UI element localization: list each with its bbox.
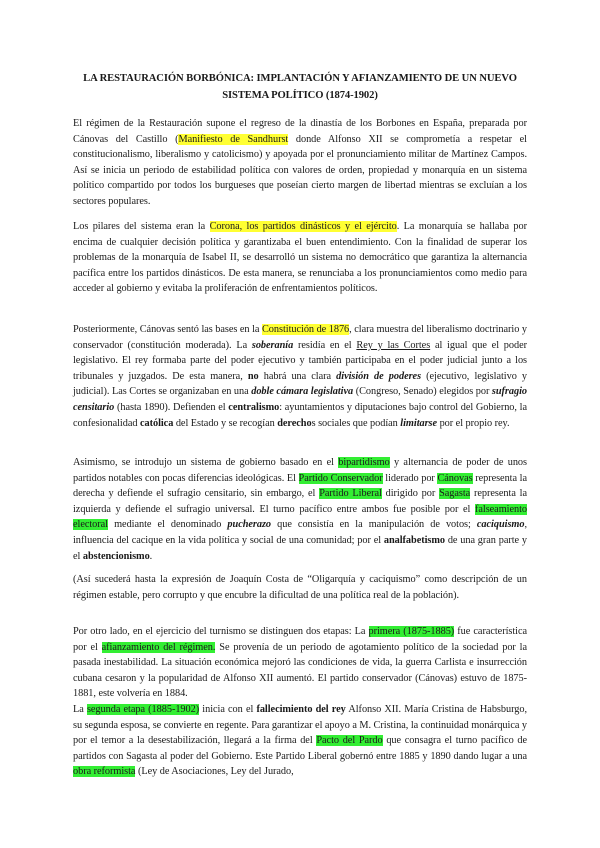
text: (hasta 1890). Defienden el: [114, 401, 229, 413]
text: s sociales que podían: [311, 417, 401, 429]
bold-analfabetismo: analfabetismo: [383, 534, 445, 546]
paragraph-introduction: [73, 116, 527, 210]
highlight-canovas: Cánovas: [437, 472, 473, 484]
bold-division-poderes: división de poderes: [336, 370, 422, 382]
text: mediante el denominado: [108, 519, 228, 531]
highlight-pacto-pardo: Pacto del Pardo: [316, 735, 383, 747]
highlight-segunda-etapa: segunda etapa (1885-1902): [86, 704, 200, 715]
highlight-primera-etapa: primera (1875-1885): [368, 626, 455, 637]
paragraph-costa: [73, 572, 527, 603]
text: Los pilares del sistema eran la: [73, 221, 210, 232]
text: La: [73, 704, 87, 715]
text: . La monarquía se hallaba por encima de cualquier decisión política y garantizaba el buen entendimiento. Con la finalidad de superar los problemas de la monarquía de Isabel II, se desarrolló un sistema no democrático que garantiza la alternancia pacífica entre los partidos dinásticos. De esta manera, se renunciaba a los pronunciamientos como medio para acceder al gobierno y evitaba la proliferación de enfrentamientos políticos.: [73, 221, 528, 295]
bold-fallecimiento: fallecimiento del rey: [256, 704, 346, 715]
text: (Así sucederá hasta la expresión de Joaquín Costa de “Oligarquía y caciquismo” como descripción de un régimen estable, pero corrupto y que encubre la dificultad de una política real de la población).: [73, 574, 527, 601]
text: Por otro lado, en el ejercicio del turnismo se distinguen dos etapas: La: [73, 626, 369, 637]
text: habrá una clara: [258, 370, 337, 382]
text: residía en el: [293, 339, 357, 351]
text: dirigido por: [381, 488, 440, 500]
paragraph-bipartidismo: [73, 455, 527, 564]
text: (Ley de Asociaciones, Ley del Jurado,: [135, 766, 294, 778]
text: inicia con el: [199, 704, 257, 715]
bold-abstencionismo: abstencionismo: [82, 550, 150, 562]
text: Alfonso XII. María Cristina de Habsburgo, su segunda esposa, se convierte en regente. Para garantizar el apoyo a M. Cristina, la continuidad monárquica y por el temor a la desestabilización, llegará a la firma del: [73, 704, 527, 747]
text: representa la derecha y defiende el sufragio censitario, sin embargo, el: [73, 472, 527, 500]
bold-pucherazo: pucherazo: [227, 519, 272, 531]
underline-rey-cortes: Rey y las Cortes: [356, 339, 431, 351]
highlight-falseamiento: falseamiento electoral: [73, 503, 527, 531]
text: que consagra el turno pacífico de partidos con Sagasta al poder del Gobierno. Este Partido Liberal gobernó entre 1885 y 1890 dando lugar a una: [73, 735, 527, 762]
paragraph-segunda-etapa: [73, 702, 527, 780]
text: Se provenía de un periodo de agotamiento político de la sociedad por la pasada inestabilidad. La situación económica mejoró las condiciones de vida, la guerra Carlista e insurrección cubana cesaron y la popularidad de Alfonso XII aumentó. El partido conservador (Cánovas) estuvo de 1875-1881, este volvería en 1884.: [73, 641, 527, 700]
highlight-bipartidismo: bipartidismo: [338, 457, 390, 468]
text: fue característica por el: [73, 626, 527, 653]
bold-derecho: derecho: [277, 417, 312, 429]
text: y alternancia de poder de unos partidos notables con pocas diferencias ideológicas. El: [73, 457, 527, 484]
bold-catolica: católica: [139, 417, 174, 429]
highlight-afianzamiento: afianzamiento del régimen.: [101, 641, 216, 653]
text: Asimismo, se introdujo un sistema de gobierno basado en el: [73, 457, 339, 468]
bold-sufragio: sufragio censitario: [73, 386, 527, 413]
text: liderado por: [382, 472, 438, 484]
highlight-constitucion: Constitución de 1876: [261, 324, 350, 335]
paragraph-primera-etapa: [73, 624, 527, 702]
highlight-sagasta: Sagasta: [439, 488, 471, 500]
bold-limitarse: limitarse: [400, 417, 438, 429]
bold-soberania: soberanía: [251, 339, 294, 351]
bold-doble-camara: doble cámara legislativa: [251, 386, 354, 398]
text: Posteriormente, Cánovas sentó las bases en la: [73, 324, 262, 335]
text: , clara muestra del liberalismo doctrinario y conservador (constitución moderada). La: [73, 324, 527, 351]
text: representa la izquierda y defiende el sufragio universal. El turno pacífico entre ambos fue posible por el: [73, 488, 527, 515]
highlight-partido-conservador: Partido Conservador: [298, 472, 383, 484]
text: donde Alfonso XII se comprometía a respetar el constitucionalismo, liberalismo y catolicismo) y apoyada por el pronunciamiento militar de Martínez Campos. Así se inicia un periodo de estabilidad política con valores de orden, propiedad y monarquía en un sistema político compartido por todos los burgueses que poseían cierto margen de libertad mientras se excluían a los sectores populares.: [73, 133, 527, 207]
bold-centralismo: centralismo: [228, 401, 280, 413]
text: del Estado y se recogían: [173, 417, 278, 429]
text: (Congreso, Senado) elegidos por: [353, 386, 492, 398]
text: El régimen de la Restauración supone el regreso de la dinastía de los Borbones en España, preparada por Cánovas del Castillo (: [73, 118, 527, 145]
text: que consistía en la manipulación de votos;: [271, 519, 477, 531]
document-title: LA RESTAURACIÓN BORBÓNICA: IMPLANTACIÓN Y AFIANZAMIENTO DE UN NUEVO SISTEMA POLÍTICO (1874-1902): [83, 73, 517, 101]
text: por el propio rey.: [437, 417, 510, 429]
bold-caciquismo: caciquismo: [476, 519, 525, 531]
text: de una gran parte y el: [73, 534, 527, 562]
text: al igual que el poder legislativo. El rey formaba parte del poder ejecutivo y también participaba en el poder judicial junto a los tribunales y juzgados. De esta manera,: [73, 339, 527, 382]
text: .: [149, 550, 153, 562]
paragraph-pilares: [73, 219, 527, 297]
highlight-partido-liberal: Partido Liberal: [319, 488, 382, 500]
text: : ayuntamientos y diputaciones bajo control del Gobierno, la confesionalidad: [73, 401, 527, 429]
paragraph-constitucion: [73, 322, 527, 431]
text: , influencia del cacique en la vida política y social de una comunidad; por el: [73, 519, 527, 546]
highlight-pilares: Corona, los partidos dinásticos y el ejército: [209, 221, 397, 232]
bold-no: no: [247, 370, 259, 382]
highlight-manifiesto: Manifiesto de Sandhurst: [178, 133, 289, 145]
highlight-obra-reformista: obra reformista: [73, 766, 136, 778]
text: (ejecutivo, legislativo y judicial). Las Cortes se organizaban en una: [73, 370, 528, 398]
